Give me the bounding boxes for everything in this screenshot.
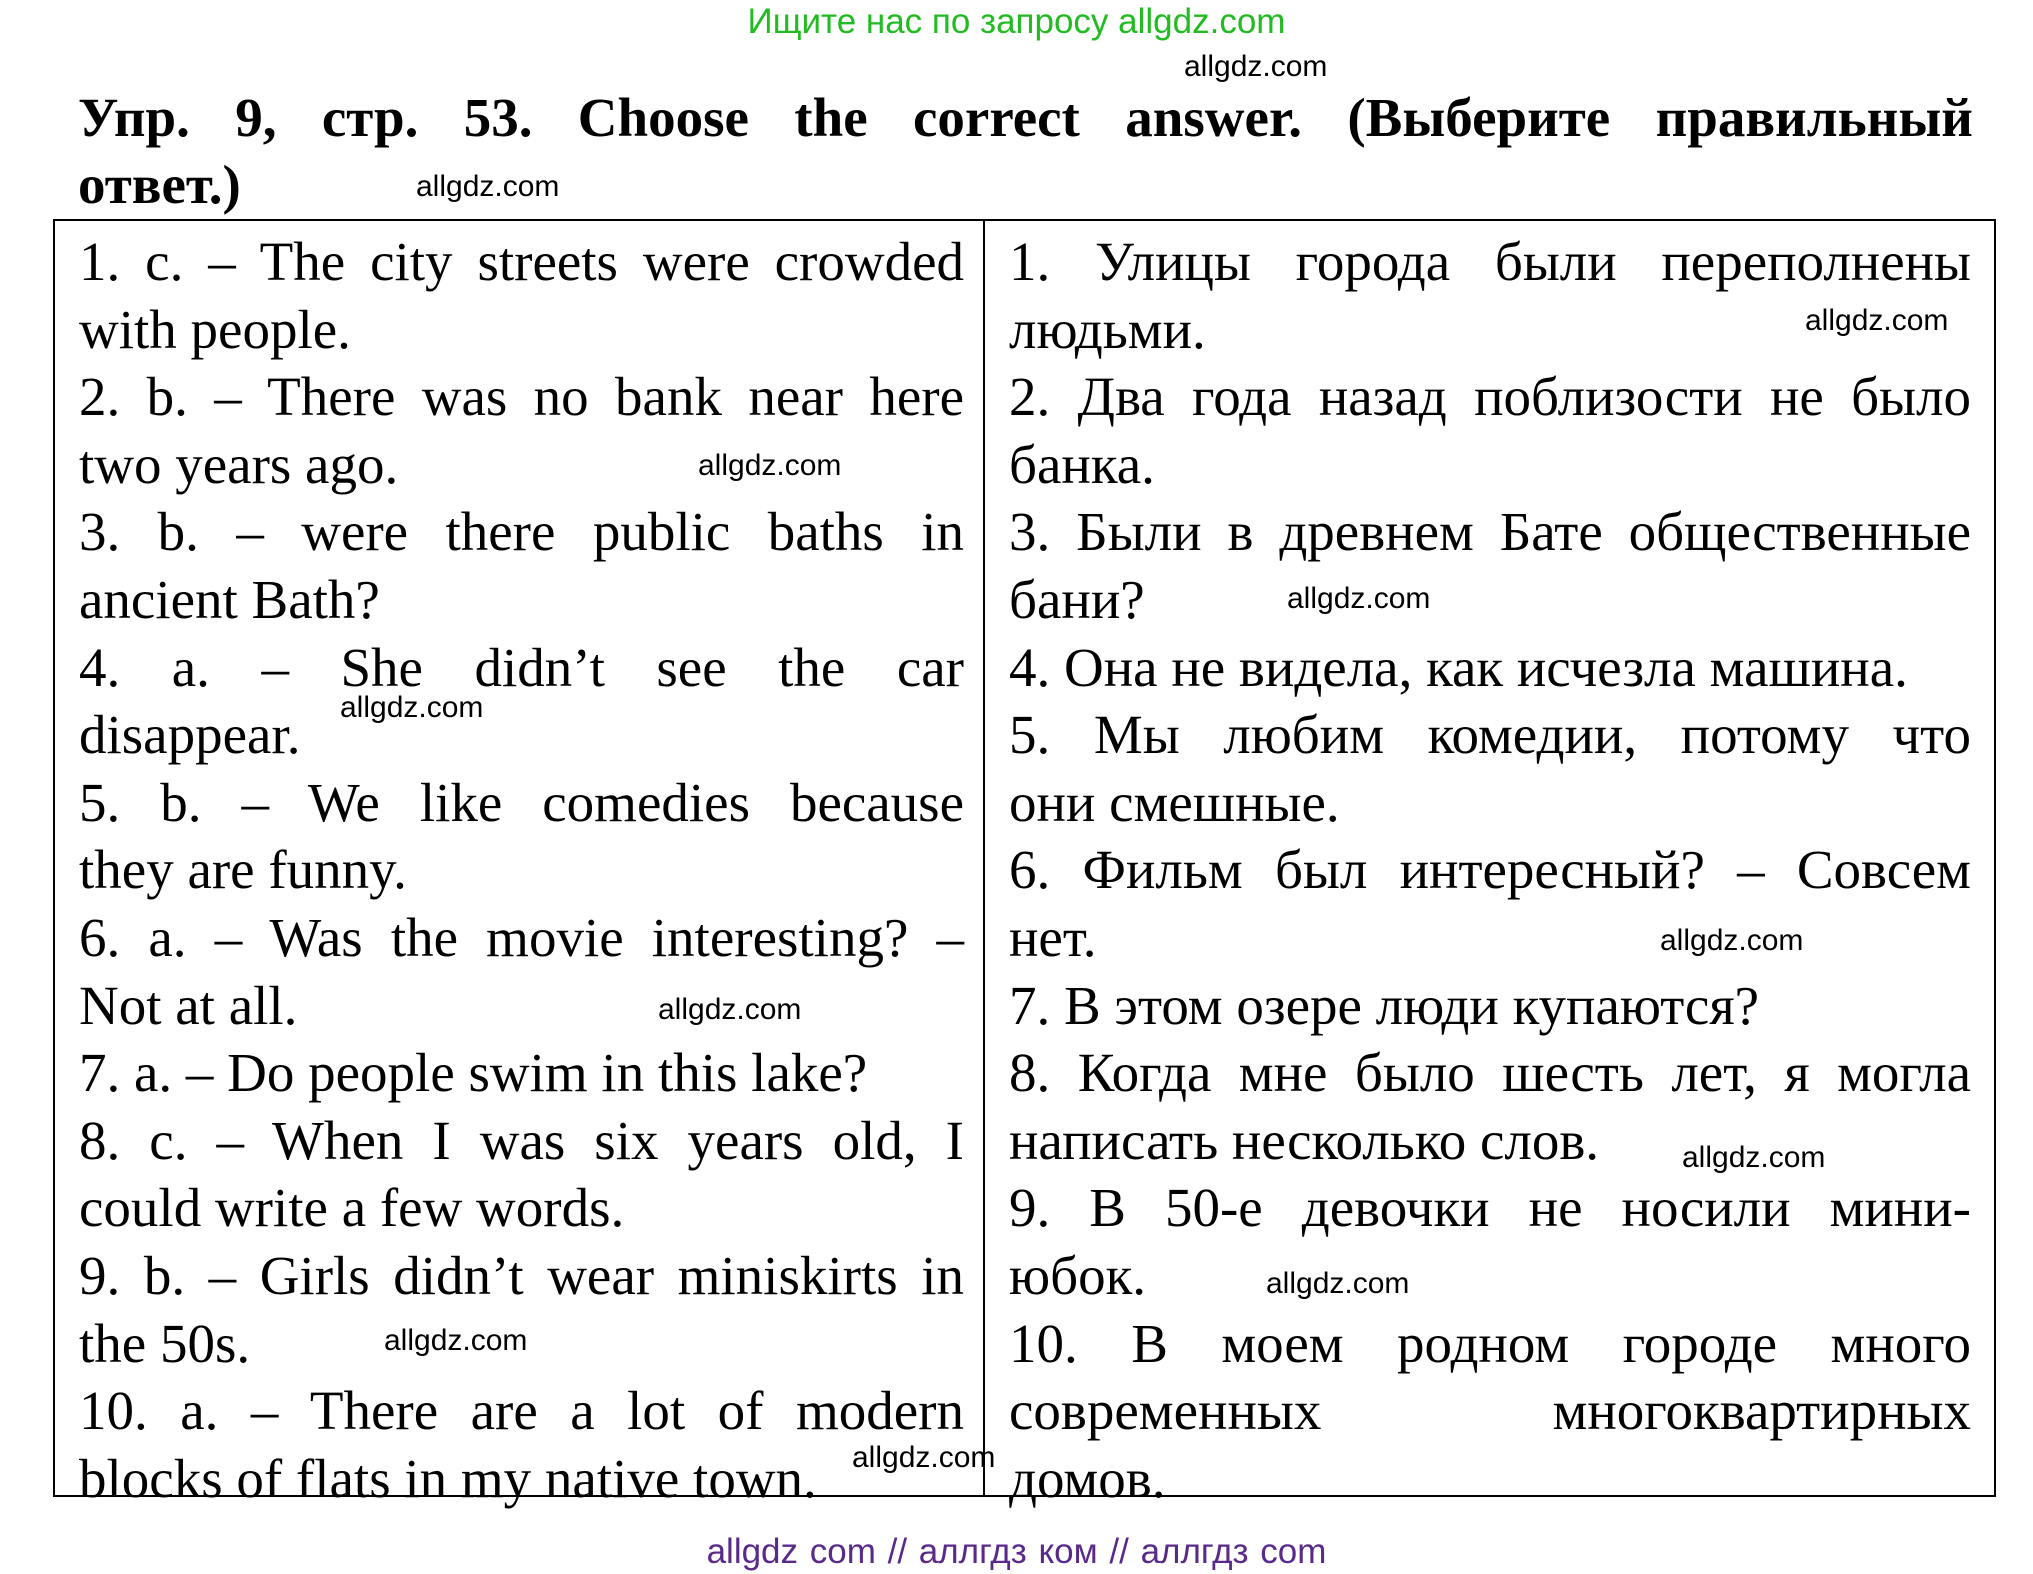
translation-item-5 <box>1009 701 1971 836</box>
watermark-12: allgdz.com <box>852 1441 996 1474</box>
answer-10-line-1: 10. a. – There are a lot of modern <box>79 1380 964 1442</box>
answer-8-line-1: 8. c. – When I was six years old, I <box>79 1109 964 1171</box>
translation-item-1 <box>1009 228 1971 363</box>
answer-2-line-2: two years ago. <box>79 433 399 495</box>
answer-item-7 <box>79 1039 964 1107</box>
translation-6-line-1: 6. Фильм был интересный? – Совсем <box>1009 839 1971 901</box>
answer-6-line-2: Not at all. <box>79 974 298 1036</box>
answer-1-line-2: with people. <box>79 298 351 360</box>
translation-1-line-2: людьми. <box>1009 298 1206 360</box>
russian-translations-column <box>1009 228 1971 1512</box>
english-answers-column <box>79 228 964 1512</box>
answer-item-8 <box>79 1107 964 1242</box>
exercise-heading <box>78 84 1973 218</box>
translation-10-line-1: 10. В моем родном городе много <box>1009 1312 1971 1374</box>
translation-2-line-2: банка. <box>1009 433 1155 495</box>
translation-2-line-1: 2. Два года назад поблизости не было <box>1009 366 1971 428</box>
watermark-11: allgdz.com <box>384 1324 528 1357</box>
answer-8-line-2: could write a few words. <box>79 1177 625 1239</box>
watermark-7: allgdz.com <box>1660 924 1804 957</box>
answer-9-line-2: the 50s. <box>79 1312 251 1374</box>
translation-5-line-2: они смешные. <box>1009 771 1340 833</box>
top-banner: Ищите нас по запросу allgdz.com <box>747 2 1286 41</box>
translation-8-line-1: 8. Когда мне было шесть лет, я могла <box>1009 1042 1971 1104</box>
answer-3-line-2: ancient Bath? <box>79 568 380 630</box>
answer-7-line-1: 7. a. – Do people swim in this lake? <box>79 1042 868 1104</box>
answer-9-line-1: 9. b. – Girls didn’t wear miniskirts in <box>79 1244 964 1306</box>
watermark-10: allgdz.com <box>1266 1267 1410 1300</box>
answer-item-10 <box>79 1377 964 1512</box>
watermark-4: allgdz.com <box>698 449 842 482</box>
answer-4-line-2: disappear. <box>79 704 301 766</box>
answer-10-line-2: blocks of flats in my native town. <box>79 1447 817 1509</box>
answer-5-line-2: they are funny. <box>79 839 407 901</box>
answer-table <box>53 219 1996 1509</box>
watermark-9: allgdz.com <box>1682 1141 1826 1174</box>
answer-item-1 <box>79 228 964 363</box>
translation-3-line-1: 3. Были в древнем Бате общественные <box>1009 501 1971 563</box>
answer-item-4 <box>79 634 964 769</box>
answer-2-line-1: 2. b. – There was no bank near here <box>79 366 964 428</box>
answer-1-line-1: 1. c. – The city streets were crowded <box>79 231 964 292</box>
translation-8-line-2: написать несколько слов. <box>1009 1109 1600 1171</box>
watermark-3: allgdz.com <box>1805 304 1949 337</box>
answer-3-line-1: 3. b. – were there public baths in <box>79 501 964 563</box>
translation-item-6 <box>1009 836 1971 971</box>
translation-9-line-2: юбок. <box>1009 1244 1147 1306</box>
watermark-1: allgdz.com <box>1184 50 1328 83</box>
answer-item-5 <box>79 769 964 904</box>
watermark-8: allgdz.com <box>658 993 802 1026</box>
heading-line-1: Упр. 9, стр. 53. Choose the correct answer. (Выберите правильный <box>78 87 1973 148</box>
translation-7-line-1: 7. В этом озере люди купаются? <box>1009 974 1760 1036</box>
answer-4-line-1: 4. a. – She didn’t see the car <box>79 636 964 698</box>
translation-item-4 <box>1009 634 1971 702</box>
column-divider <box>983 221 985 1495</box>
translation-item-2 <box>1009 363 1971 498</box>
translation-item-8 <box>1009 1039 1971 1174</box>
translation-item-9 <box>1009 1174 1971 1309</box>
heading-line-2: ответ.) <box>78 154 241 215</box>
translation-item-3 <box>1009 498 1971 633</box>
translation-3-line-2: бани? <box>1009 568 1145 630</box>
translation-5-line-1: 5. Мы любим комедии, потому что <box>1009 704 1971 766</box>
translation-item-7 <box>1009 972 1971 1040</box>
footer-links: allgdz com // аллгдз ком // аллгдз com <box>706 1532 1327 1571</box>
translation-4-line-1: 4. Она не видела, как исчезла машина. <box>1009 636 1908 698</box>
answer-5-line-1: 5. b. – We like comedies because <box>79 771 964 833</box>
translation-10-line-2: современных многоквартирных <box>1009 1380 1971 1442</box>
translation-6-line-2: нет. <box>1009 906 1097 968</box>
watermark-2: allgdz.com <box>416 170 560 203</box>
answer-item-6 <box>79 904 964 1039</box>
translation-item-10 <box>1009 1310 1971 1513</box>
translation-1-line-1: 1. Улицы города были переполнены <box>1009 231 1971 292</box>
translation-10-line-3: домов. <box>1009 1447 1166 1509</box>
answer-6-line-1: 6. a. – Was the movie interesting? – <box>79 906 964 968</box>
watermark-6: allgdz.com <box>340 691 484 724</box>
watermark-5: allgdz.com <box>1287 582 1431 615</box>
answer-item-3 <box>79 498 964 633</box>
translation-9-line-1: 9. В 50-е девочки не носили мини- <box>1009 1177 1971 1239</box>
